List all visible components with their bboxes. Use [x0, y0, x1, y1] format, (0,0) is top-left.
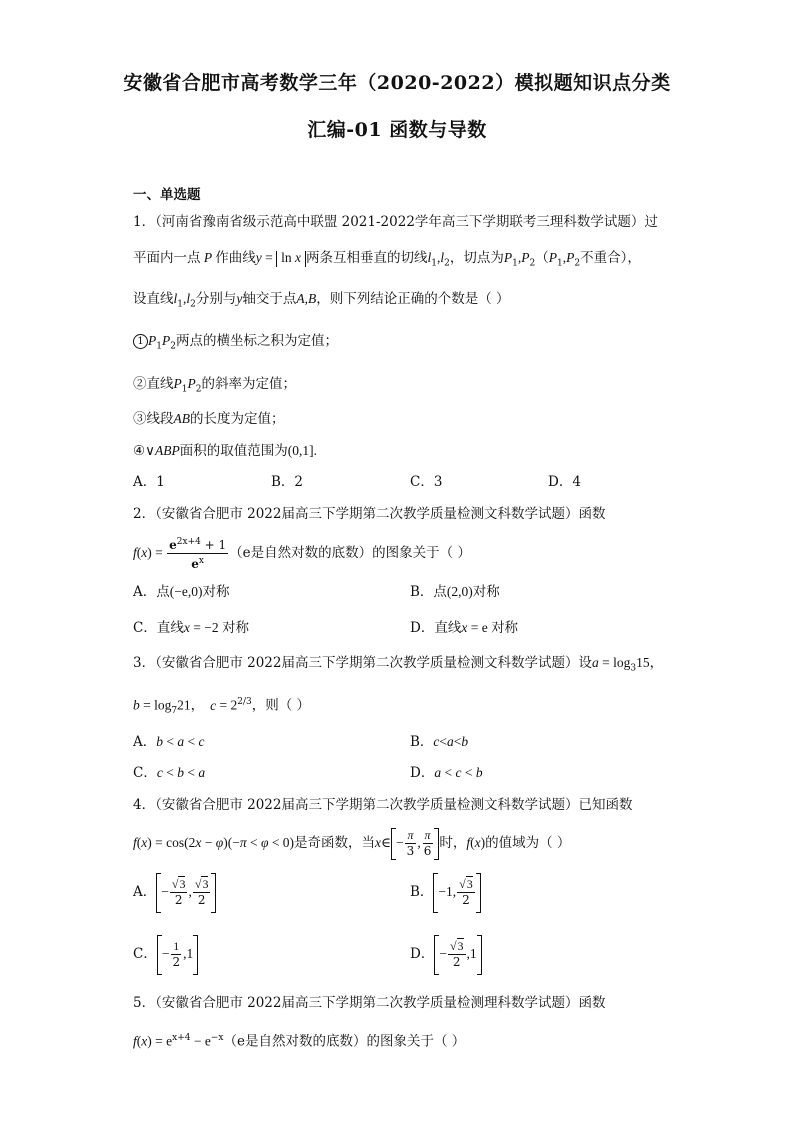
q3-option-d[interactable]: D．a < c < b: [410, 765, 483, 781]
q2-option-d[interactable]: D．直线x = e 对称: [410, 620, 519, 636]
q5-line1: 5．（安徽省合肥市 2022届高三下学期第二次教学质量检测理科数学试题）函数: [133, 995, 606, 1011]
q2-option-a[interactable]: A．点(−e,0)对称: [133, 584, 230, 600]
q3-option-c[interactable]: C．c < b < a: [133, 765, 206, 781]
q1-statement-4: ④∨ABP面积的取值范围为(0,1].: [133, 443, 317, 459]
q4-option-d[interactable]: D． − $\frac{√3}{2}$ ,1: [410, 934, 482, 975]
q1-statement-3: ③线段AB的长度为定值；: [133, 411, 285, 427]
q1-line2: 平面内一点 P 作曲线y = ln x 两条互相垂直的切线$l_1,l_2$，切点为$P_1,P_2(P_1,P_2$不重合），: [133, 250, 641, 269]
q2-line2: f(x) = $\frac{e^{2x+4} + 1}{e^x}$ （e是自然对数的底数）的图象关于（ ）: [133, 537, 471, 571]
q1-option-c[interactable]: C．3: [410, 474, 443, 490]
q3-option-a[interactable]: A．b < a < c: [133, 734, 205, 750]
q4-line1: 4．（安徽省合肥市 2022届高三下学期第二次教学质量检测文科数学试题）已知函数: [133, 797, 633, 813]
q1-option-b[interactable]: B．2: [271, 474, 304, 490]
q2-option-b[interactable]: B．点(2,0)对称: [410, 584, 500, 600]
q1-line1: 1．（河南省豫南省级示范高中联盟 2021-2022学年高三下学期联考三理科数学试题）过: [133, 214, 658, 230]
document-title-line2: 汇编-01 函数与导数: [307, 119, 487, 141]
q1-line3: 设直线$l_1,l_2$分别与y轴交于点A,B，则下列结论正确的个数是（ ）: [133, 291, 510, 310]
document-title-line1: 安徽省合肥市高考数学三年（2020-2022）模拟题知识点分类: [123, 72, 671, 94]
q1-statement-2: ②直线$P_1P_2$的斜率为定值；: [133, 376, 296, 395]
q1-option-a[interactable]: A．1: [133, 474, 165, 490]
q3-line1: 3．（安徽省合肥市 2022届高三下学期第二次教学质量检测文科数学试题）设$a = \log_315$，: [133, 655, 664, 674]
q4-option-c[interactable]: C． − $\frac{1}{2}$ ,1: [133, 934, 198, 975]
q2-option-c[interactable]: C．直线x = −2 对称: [133, 620, 249, 636]
q4-line2: f(x) = cos(2x − φ)(−π < φ < 0)是奇函数，当x∈ − $\frac{\pi}{3}$ , $\frac{\pi}{6}$ 时，f(x)的值域为（ ）: [133, 828, 571, 858]
q4-option-a[interactable]: A． − $\frac{√3}{2}$ , $\frac{√3}{2}$: [133, 872, 216, 913]
q5-line2: $f(x) = e^{x+4} - e^{-x}(e$是自然对数的底数）的图象关于（ ）: [133, 1033, 466, 1050]
q4-option-b[interactable]: B． −1, $\frac{√3}{2}$: [410, 872, 481, 913]
q3-option-b[interactable]: B．c<a<b: [410, 734, 469, 750]
section-heading: 一、单选题: [133, 187, 201, 203]
q1-statement-1: 1 $P_1P_2$两点的横坐标之积为定值；: [133, 332, 338, 356]
q1-option-d[interactable]: D．4: [548, 474, 581, 490]
q2-line1: 2．（安徽省合肥市 2022届高三下学期第二次教学质量检测文科数学试题）函数: [133, 506, 606, 522]
q3-line2: $b = \log_721$， $c = 2^{2/3}$，则（ ）: [133, 697, 311, 717]
